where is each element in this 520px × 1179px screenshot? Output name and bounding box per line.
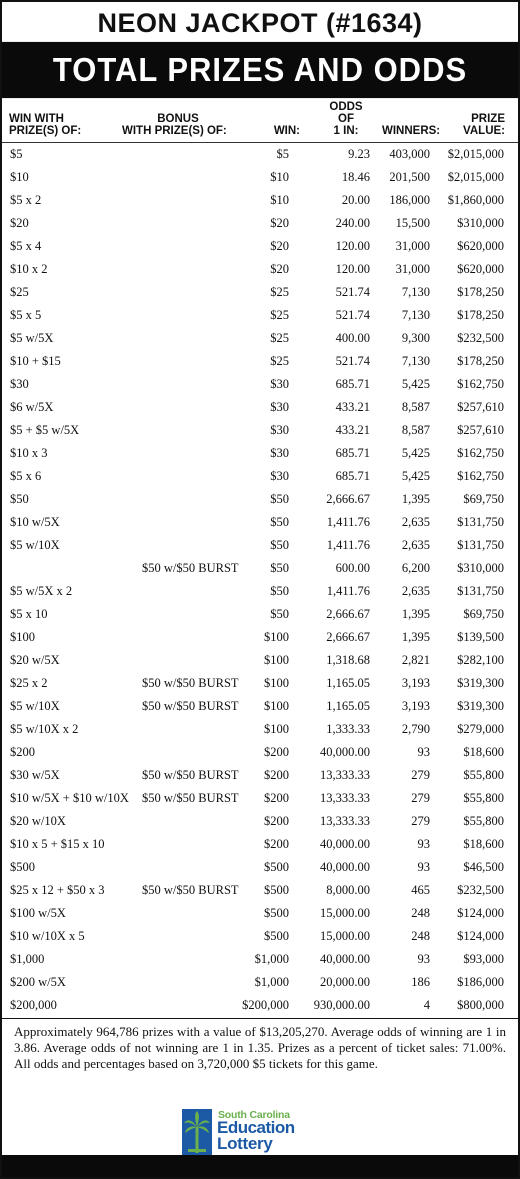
cell-bonus: $50 w/$50 BURST (142, 699, 239, 713)
table-row (2, 695, 518, 718)
cell-winners: 403,000 (389, 147, 430, 161)
cell-prize-value: $69,750 (463, 607, 504, 621)
cell-prize-value: $232,500 (457, 883, 504, 897)
table-row (2, 281, 518, 304)
cell-odds: 13,333.33 (320, 768, 370, 782)
header-bonus: BONUS WITH PRIZE(S) OF: (122, 113, 227, 137)
table-row (2, 879, 518, 902)
cell-prize-value: $55,800 (463, 814, 504, 828)
table-row (2, 557, 518, 580)
cell-odds: 2,666.67 (326, 607, 370, 621)
cell-winners: 8,587 (401, 400, 430, 414)
cell-prize-value: $69,750 (463, 492, 504, 506)
header-winners: WINNERS: (382, 125, 441, 137)
cell-prize: $5 x 2 (10, 193, 42, 207)
cell-prize-value: $282,100 (457, 653, 504, 667)
table-row (2, 143, 518, 166)
cell-odds: 15,000.00 (320, 906, 370, 920)
cell-odds: 1,318.68 (326, 653, 370, 667)
table-row (2, 235, 518, 258)
cell-winners: 3,193 (401, 676, 430, 690)
cell-win: $500 (264, 860, 289, 874)
cell-win: $10 (270, 170, 289, 184)
cell-winners: 1,395 (401, 630, 430, 644)
cell-odds: 930,000.00 (313, 998, 370, 1012)
cell-odds: 40,000.00 (320, 860, 370, 874)
cell-winners: 93 (417, 745, 430, 759)
cell-prize-value: $162,750 (457, 377, 504, 391)
cell-winners: 279 (411, 791, 430, 805)
cell-prize: $10 w/5X (10, 515, 60, 529)
table-row (2, 373, 518, 396)
cell-win: $20 (270, 239, 289, 253)
cell-winners: 15,500 (395, 216, 430, 230)
cell-prize-value: $162,750 (457, 469, 504, 483)
cell-prize-value: $310,000 (457, 561, 504, 575)
cell-prize: $5 x 6 (10, 469, 42, 483)
cell-odds: 20,000.00 (320, 975, 370, 989)
cell-winners: 279 (411, 814, 430, 828)
cell-odds: 521.74 (335, 308, 370, 322)
cell-odds: 40,000.00 (320, 952, 370, 966)
cell-odds: 1,411.76 (326, 515, 370, 529)
cell-odds: 40,000.00 (320, 837, 370, 851)
cell-prize: $20 w/5X (10, 653, 60, 667)
table-row (2, 925, 518, 948)
cell-odds: 15,000.00 (320, 929, 370, 943)
cell-winners: 31,000 (395, 239, 430, 253)
logo-line-1: South Carolina (218, 1109, 290, 1121)
cell-prize-value: $257,610 (457, 400, 504, 414)
cell-win: $30 (270, 423, 289, 437)
cell-win: $50 (270, 584, 289, 598)
cell-win: $1,000 (254, 952, 289, 966)
cell-prize-value: $131,750 (457, 538, 504, 552)
bottom-bar (2, 1155, 518, 1177)
cell-winners: 279 (411, 768, 430, 782)
cell-prize-value: $186,000 (457, 975, 504, 989)
table-row (2, 304, 518, 327)
cell-win: $1,000 (254, 975, 289, 989)
cell-prize: $50 (10, 492, 29, 506)
cell-win: $200 (264, 745, 289, 759)
cell-odds: 8,000.00 (326, 883, 370, 897)
cell-odds: 120.00 (335, 262, 370, 276)
section-title: TOTAL PRIZES AND ODDS (2, 42, 518, 98)
cell-winners: 186 (411, 975, 430, 989)
cell-win: $25 (270, 354, 289, 368)
table-row (2, 718, 518, 741)
cell-bonus: $50 w/$50 BURST (142, 883, 239, 897)
cell-win: $500 (264, 906, 289, 920)
cell-odds: 18.46 (341, 170, 370, 184)
cell-winners: 5,425 (401, 377, 430, 391)
cell-prize-value: $55,800 (463, 768, 504, 782)
table-row (2, 787, 518, 810)
cell-odds: 600.00 (335, 561, 370, 575)
table-row (2, 649, 518, 672)
cell-odds: 2,666.67 (326, 492, 370, 506)
cell-odds: 1,333.33 (326, 722, 370, 736)
cell-win: $200 (264, 814, 289, 828)
cell-win: $100 (264, 699, 289, 713)
cell-odds: 400.00 (335, 331, 370, 345)
cell-prize-value: $178,250 (457, 354, 504, 368)
table-row (2, 166, 518, 189)
cell-win: $30 (270, 446, 289, 460)
cell-winners: 248 (411, 929, 430, 943)
cell-prize: $200 (10, 745, 35, 759)
table-row (2, 603, 518, 626)
cell-winners: 1,395 (401, 607, 430, 621)
cell-prize: $200 w/5X (10, 975, 66, 989)
cell-prize-value: $124,000 (457, 906, 504, 920)
table-row (2, 212, 518, 235)
cell-prize-value: $18,600 (463, 837, 504, 851)
cell-odds: 521.74 (335, 354, 370, 368)
cell-prize-value: $178,250 (457, 308, 504, 322)
table-header (2, 96, 518, 143)
cell-prize: $10 x 2 (10, 262, 48, 276)
cell-prize-value: $18,600 (463, 745, 504, 759)
cell-prize-value: $55,800 (463, 791, 504, 805)
cell-win: $20 (270, 262, 289, 276)
cell-prize: $5 x 10 (10, 607, 48, 621)
cell-prize: $100 w/5X (10, 906, 66, 920)
cell-odds: 20.00 (341, 193, 370, 207)
sc-education-lottery-logo (182, 1109, 322, 1157)
cell-winners: 2,790 (401, 722, 430, 736)
cell-prize-value: $93,000 (463, 952, 504, 966)
cell-winners: 7,130 (401, 354, 430, 368)
cell-winners: 186,000 (389, 193, 430, 207)
cell-winners: 6,200 (401, 561, 430, 575)
cell-win: $30 (270, 469, 289, 483)
cell-win: $100 (264, 722, 289, 736)
table-row (2, 994, 518, 1017)
header-win: WIN: (273, 125, 300, 137)
cell-odds: 9.23 (348, 147, 370, 161)
cell-prize: $10 (10, 170, 29, 184)
cell-winners: 31,000 (395, 262, 430, 276)
cell-winners: 93 (417, 860, 430, 874)
table-row (2, 948, 518, 971)
cell-prize-value: $310,000 (457, 216, 504, 230)
table-row (2, 856, 518, 879)
cell-prize: $25 (10, 285, 29, 299)
cell-odds: 433.21 (335, 400, 370, 414)
cell-odds: 1,165.05 (326, 699, 370, 713)
table-row (2, 189, 518, 212)
cell-prize-value: $279,000 (457, 722, 504, 736)
cell-odds: 240.00 (335, 216, 370, 230)
table-row (2, 971, 518, 994)
cell-win: $500 (264, 883, 289, 897)
cell-winners: 465 (411, 883, 430, 897)
cell-winners: 5,425 (401, 446, 430, 460)
cell-prize-value: $46,500 (463, 860, 504, 874)
table-row (2, 258, 518, 281)
cell-win: $50 (270, 561, 289, 575)
cell-prize: $20 (10, 216, 29, 230)
cell-winners: 5,425 (401, 469, 430, 483)
cell-prize-value: $131,750 (457, 584, 504, 598)
cell-prize: $5 w/10X x 2 (10, 722, 79, 736)
cell-winners: 3,193 (401, 699, 430, 713)
cell-prize: $25 x 12 + $50 x 3 (10, 883, 105, 897)
cell-win: $500 (264, 929, 289, 943)
cell-win: $50 (270, 515, 289, 529)
cell-winners: 201,500 (389, 170, 430, 184)
logo-line-2: Education (217, 1118, 295, 1137)
cell-win: $100 (264, 653, 289, 667)
game-title: NEON JACKPOT (#1634) (97, 7, 423, 38)
cell-prize: $100 (10, 630, 35, 644)
cell-prize-value: $124,000 (457, 929, 504, 943)
logo-line-3: Lottery (217, 1134, 273, 1153)
cell-prize-value: $319,300 (457, 699, 504, 713)
table-row (2, 396, 518, 419)
cell-win: $100 (264, 630, 289, 644)
cell-odds: 521.74 (335, 285, 370, 299)
cell-winners: 2,635 (401, 584, 430, 598)
cell-bonus: $50 w/$50 BURST (142, 676, 239, 690)
cell-prize-value: $2,015,000 (447, 170, 504, 184)
cell-prize: $5 (10, 147, 23, 161)
cell-win: $30 (270, 377, 289, 391)
cell-winners: 9,300 (401, 331, 430, 345)
cell-odds: 1,165.05 (326, 676, 370, 690)
cell-winners: 93 (417, 837, 430, 851)
footer (2, 1018, 518, 1153)
cell-prize: $20 w/10X (10, 814, 66, 828)
cell-prize: $10 x 3 (10, 446, 48, 460)
cell-winners: 1,395 (401, 492, 430, 506)
table-row (2, 465, 518, 488)
palmetto-icon (182, 1109, 212, 1155)
cell-bonus: $50 w/$50 BURST (142, 791, 239, 805)
cell-prize: $5 w/5X x 2 (10, 584, 73, 598)
cell-win: $200,000 (242, 998, 289, 1012)
cell-prize: $5 x 5 (10, 308, 42, 322)
cell-odds: 2,666.67 (326, 630, 370, 644)
cell-win: $50 (270, 538, 289, 552)
cell-win: $100 (264, 676, 289, 690)
cell-prize-value: $257,610 (457, 423, 504, 437)
cell-prize: $200,000 (10, 998, 57, 1012)
cell-prize: $30 w/5X (10, 768, 60, 782)
cell-win: $25 (270, 331, 289, 345)
cell-bonus: $50 w/$50 BURST (142, 768, 239, 782)
cell-prize-value: $178,250 (457, 285, 504, 299)
table-row (2, 741, 518, 764)
header-prize-value: PRIZE VALUE: (463, 113, 505, 137)
header-win-with: WIN WITH PRIZE(S) OF: (9, 113, 82, 137)
cell-win: $10 (270, 193, 289, 207)
cell-prize: $5 x 4 (10, 239, 42, 253)
cell-prize: $500 (10, 860, 35, 874)
cell-winners: 248 (411, 906, 430, 920)
prize-table (2, 143, 518, 1017)
table-row (2, 580, 518, 603)
table-row (2, 350, 518, 373)
table-row (2, 534, 518, 557)
cell-odds: 685.71 (335, 377, 370, 391)
cell-prize: $30 (10, 377, 29, 391)
cell-odds: 1,411.76 (326, 584, 370, 598)
cell-prize-value: $232,500 (457, 331, 504, 345)
cell-prize-value: $2,015,000 (447, 147, 504, 161)
cell-prize: $10 + $15 (10, 354, 61, 368)
cell-odds: 40,000.00 (320, 745, 370, 759)
odds-footnote: Approximately 964,786 prizes with a value of $13,205,270. Average odds of winning are 1 in 3.86. Average odds of not winning are 1 in 1.35. Prizes as a percent of ticket sales: 71.00%. All odds and percentages based on 3,720,000 $5 tickets for this game. (14, 1024, 506, 1071)
cell-odds: 13,333.33 (320, 791, 370, 805)
cell-winners: 8,587 (401, 423, 430, 437)
cell-win: $200 (264, 768, 289, 782)
cell-odds: 685.71 (335, 446, 370, 460)
cell-prize-value: $620,000 (457, 239, 504, 253)
table-row (2, 672, 518, 695)
table-row (2, 419, 518, 442)
cell-bonus: $50 w/$50 BURST (142, 561, 239, 575)
table-row (2, 833, 518, 856)
cell-winners: 4 (423, 998, 430, 1012)
cell-prize: $10 w/5X + $10 w/10X (10, 791, 129, 805)
cell-winners: 2,635 (401, 515, 430, 529)
cell-win: $200 (264, 837, 289, 851)
cell-prize: $5 w/5X (10, 331, 54, 345)
cell-winners: 2,635 (401, 538, 430, 552)
cell-odds: 120.00 (335, 239, 370, 253)
cell-win: $25 (270, 308, 289, 322)
table-row (2, 810, 518, 833)
cell-prize: $10 x 5 + $15 x 10 (10, 837, 105, 851)
cell-prize: $1,000 (10, 952, 45, 966)
cell-winners: 7,130 (401, 285, 430, 299)
cell-winners: 7,130 (401, 308, 430, 322)
cell-odds: 13,333.33 (320, 814, 370, 828)
table-row (2, 442, 518, 465)
table-row (2, 626, 518, 649)
cell-win: $50 (270, 607, 289, 621)
cell-win: $5 (276, 147, 289, 161)
table-row (2, 511, 518, 534)
cell-odds: 685.71 (335, 469, 370, 483)
cell-winners: 93 (417, 952, 430, 966)
cell-prize: $5 + $5 w/5X (10, 423, 80, 437)
cell-winners: 2,821 (401, 653, 430, 667)
cell-prize-value: $319,300 (457, 676, 504, 690)
cell-odds: 1,411.76 (326, 538, 370, 552)
table-row (2, 488, 518, 511)
cell-prize-value: $162,750 (457, 446, 504, 460)
cell-prize-value: $139,500 (457, 630, 504, 644)
cell-prize: $5 w/10X (10, 538, 60, 552)
cell-odds: 433.21 (335, 423, 370, 437)
cell-prize-value: $131,750 (457, 515, 504, 529)
cell-prize: $25 x 2 (10, 676, 48, 690)
cell-prize: $10 w/10X x 5 (10, 929, 85, 943)
cell-win: $30 (270, 400, 289, 414)
cell-prize: $5 w/10X (10, 699, 60, 713)
cell-win: $25 (270, 285, 289, 299)
cell-win: $20 (270, 216, 289, 230)
cell-prize: $6 w/5X (10, 400, 54, 414)
cell-prize-value: $800,000 (457, 998, 504, 1012)
cell-win: $50 (270, 492, 289, 506)
cell-prize-value: $1,860,000 (447, 193, 504, 207)
cell-prize-value: $620,000 (457, 262, 504, 276)
cell-win: $200 (264, 791, 289, 805)
header-odds: ODDS OF 1 IN: (329, 101, 363, 137)
table-row (2, 902, 518, 925)
table-row (2, 327, 518, 350)
table-row (2, 764, 518, 787)
